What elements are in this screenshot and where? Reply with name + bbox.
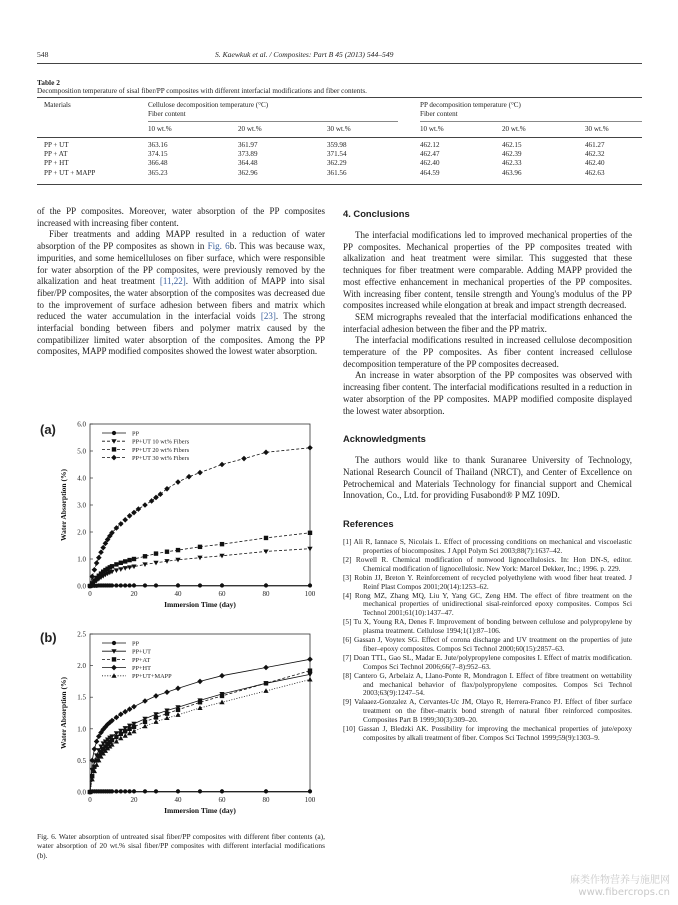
legend-label: PP+UT 10 wt% Fibers [132, 438, 190, 446]
y-axis-label: Water Absorption (%) [59, 469, 68, 541]
data-point [114, 583, 118, 587]
chart-a-water-absorption-fiber-content [52, 418, 322, 618]
table-cell-cellulose-temp: 366.48 [148, 159, 168, 168]
data-point [123, 729, 127, 733]
table-cell-cellulose-temp: 371.54 [327, 150, 347, 159]
data-point [127, 706, 133, 712]
table-cell-cellulose-temp: 365.23 [148, 168, 168, 177]
data-point [198, 700, 202, 704]
y-tick-label: 0.0 [77, 582, 86, 591]
series-pp [88, 789, 312, 794]
data-point [127, 727, 131, 731]
text-run: Fiber treatments and adding MAPP resulted in a reduction of water absorption of the PP composites as shown in [37, 229, 325, 252]
data-point [123, 733, 128, 738]
legend-label: PP [132, 430, 140, 438]
table-cell-pp-temp: 462.47 [420, 150, 440, 159]
chart-b-water-absorption-modification [52, 626, 322, 824]
data-point [154, 789, 158, 793]
y-tick-label: 4.0 [77, 474, 86, 483]
data-point [307, 656, 313, 662]
data-point [264, 536, 268, 540]
data-point [219, 462, 225, 468]
y-tick-label: 2.0 [77, 528, 86, 537]
table-header-fiber-content-2: Fiber content [420, 110, 458, 118]
paragraph: An increase in water absorption of the PP composites was observed with increasing fiber content. The interfacial modifications resulted in a reduction in water absorption of the PP composites. MAPP modified composite displayed the lowest water absorption. [343, 370, 632, 416]
table-level: 20 wt.% [238, 125, 262, 133]
text-run: . The strong interfacial bonding between fibers and polymer matrix caused by the compatibilizer limited water absorption of the composites. Among the PP composites, MAPP modified composites showed the lowest water absorption. [37, 311, 325, 357]
table-header-materials: Materials [44, 101, 71, 109]
reference-list [343, 538, 632, 743]
x-tick-label: 40 [174, 796, 182, 804]
table-caption: Decomposition temperature of sisal fiber/PP composites with different interfacial modifications and fiber contents. [37, 87, 367, 95]
data-point [219, 700, 224, 705]
data-point [263, 665, 269, 671]
x-tick-label: 40 [174, 590, 182, 598]
x-tick-label: 20 [130, 590, 138, 598]
legend-marker [111, 455, 117, 461]
y-tick-label: 1.5 [77, 693, 86, 702]
data-point [220, 542, 224, 546]
y-tick-label: 5.0 [77, 447, 86, 456]
panel-label-b: (b) [40, 630, 57, 645]
table-cell-pp-temp: 464.59 [420, 168, 440, 177]
x-tick-label: 100 [304, 796, 316, 804]
data-point [118, 711, 124, 717]
table-level: 20 wt.% [502, 125, 526, 133]
data-point [110, 583, 114, 587]
table-cell-cellulose-temp: 361.97 [238, 141, 258, 149]
panel-label-a: (a) [40, 422, 56, 437]
x-tick-label: 60 [218, 590, 226, 598]
data-point [176, 583, 180, 587]
data-point [176, 789, 180, 793]
data-point [98, 549, 104, 555]
y-tick-label: 0.5 [77, 756, 86, 765]
data-point [143, 720, 147, 724]
table-cell-cellulose-temp: 361.56 [327, 168, 347, 177]
data-point [119, 583, 123, 587]
table-cell-material: PP + UT + MAPP [44, 168, 96, 177]
data-point [114, 735, 118, 739]
section-heading-references: References [343, 518, 394, 530]
data-point [308, 789, 312, 793]
legend-marker [112, 447, 116, 451]
data-point [114, 562, 118, 566]
reference-item: [3] Robin JJ, Breton Y. Reinforcement of recycled polyethylene with wood fiber heat treated. J Reinf Plast Compos 2001;20(14):1253–62. [343, 572, 632, 591]
data-point [118, 567, 123, 572]
data-point [143, 789, 147, 793]
data-point [186, 474, 192, 480]
left-column-text [37, 206, 325, 358]
table-cell-pp-temp: 462.32 [585, 150, 605, 159]
paragraph: The authors would like to thank Suranaree University of Technology, National Research Council of Thailand (NRCT), and Center of Excellence on Petrochemical and Materials Technology for financial support and Chemical Innovation, Co., Ltd. for providing Fusabond® P MZ 109D. [343, 455, 632, 501]
table-cell-pp-temp: 463.96 [502, 168, 522, 177]
data-point [220, 789, 224, 793]
data-point [153, 719, 158, 724]
page-number: 548 [37, 50, 49, 59]
paragraph: The interfacial modifications resulted in increased cellulose decomposition temperature of the PP composites. As fiber content increased cellulose decomposition temperature of the PP composites decreased. [343, 335, 632, 369]
right-column-text [343, 208, 632, 743]
data-point [264, 789, 268, 793]
data-point [308, 668, 312, 672]
y-tick-label: 2.0 [77, 662, 86, 671]
watermark-line: www.fibercrops.cn [578, 887, 670, 898]
legend-label: PP [132, 640, 140, 648]
data-point [198, 545, 202, 549]
legend-label: PP+UT 30 wt% Fibers [132, 455, 190, 462]
figure-caption: Fig. 6. Water absorption of untreated sisal fiber/PP composites with different fiber contents (a), water absorption of 20 wt.% sisal fiber/PP composites with different interfacial modifications (b). [37, 832, 325, 860]
data-point [154, 551, 158, 555]
table-cell-cellulose-temp: 362.29 [327, 159, 347, 168]
data-point [197, 556, 202, 561]
table-cell-cellulose-temp: 363.16 [148, 141, 168, 149]
data-point [142, 562, 147, 567]
data-point [132, 789, 136, 793]
paragraph: The interfacial modifications led to improved mechanical properties of the PP composites. Mechanical properties of the PP composites treated with alkalization and heat treatment were similar. This suggested that these techniques for fiber treatment were comparable. Adding MAPP provided the most effective enhancement in mechanical properties of the PP composites. With increasing fiber content, tensile strength and Young's modulus of the PP composites increased while elongation at break and impact strength decreased. [343, 230, 632, 311]
paragraph [37, 229, 325, 358]
text-run: b. This was because wax, impurities, and some hemicelluloses on fiber surface, which were responsible for water absorption of the PP composites, were previously removed by the alkalization and heat treatment [37, 241, 325, 287]
data-point [142, 724, 147, 729]
data-point [110, 564, 114, 568]
x-tick-label: 0 [88, 796, 92, 804]
table-header-rule [37, 137, 642, 138]
data-point [94, 560, 100, 566]
series-pp-ut-10-wt-fibers [87, 547, 312, 589]
table-header-cellulose: Cellulose decomposition temperature (°C) [148, 101, 269, 109]
table-cell-material: PP + HT [44, 159, 69, 168]
data-point [154, 715, 158, 719]
table-header-fiber-content-1: Fiber content [148, 110, 186, 118]
section-heading-acknowledgments: Acknowledgments [343, 433, 426, 445]
paragraph: of the PP composites. Moreover, water absorption of the PP composites increased with increasing fiber content. [37, 206, 325, 228]
data-point [128, 583, 132, 587]
table-cell-cellulose-temp: 373.89 [238, 150, 258, 159]
x-tick-label: 0 [88, 590, 92, 598]
data-point [219, 673, 225, 679]
text-run: . With addition of MAPP into sisal fiber/PP composites, the water absorption of the composites was decreased due to the improvement of surface adhesion between fibers and matrix which reduced the water accumulation in the interfacial voids [37, 276, 325, 322]
data-point [132, 725, 136, 729]
data-point [165, 550, 169, 554]
data-point [122, 709, 128, 715]
data-point [197, 679, 203, 685]
y-tick-label: 6.0 [77, 420, 86, 429]
reference-item: [4] Rong MZ, Zhang MQ, Liu Y, Yang GC, Zeng HM. The effect of fibre treatment on the mechanical properties of unidirectional sisal-reinforced epoxy composites. Compos Sci Technol 2001;61(10):1437–47. [343, 590, 632, 618]
table-cell-cellulose-temp: 364.48 [238, 159, 258, 168]
data-point [176, 708, 180, 712]
table-cell-material: PP + UT [44, 141, 69, 149]
table-cell-cellulose-temp: 362.96 [238, 168, 258, 177]
series-pp [88, 583, 312, 588]
data-point [110, 789, 114, 793]
data-point [264, 681, 268, 685]
x-tick-label: 100 [304, 590, 316, 598]
x-tick-label: 80 [262, 590, 270, 598]
table-cell-pp-temp: 462.12 [420, 141, 440, 149]
data-point [143, 554, 147, 558]
running-title: S. Kaewkuk et al. / Composites: Part B 45 (2013) 544–549 [215, 50, 394, 59]
table-cell-pp-temp: 462.33 [502, 159, 522, 168]
data-point [241, 456, 247, 462]
legend-marker [112, 431, 116, 435]
table-cell-cellulose-temp: 374.15 [148, 150, 168, 159]
table-level: 10 wt.% [420, 125, 444, 133]
data-point [197, 470, 203, 476]
y-tick-label: 0.0 [77, 788, 86, 797]
data-point [264, 583, 268, 587]
data-point [142, 502, 148, 508]
table-cell-pp-temp: 462.63 [585, 168, 605, 177]
data-point [114, 715, 120, 721]
data-point [307, 677, 312, 682]
table-subrule-2 [420, 121, 642, 122]
data-point [110, 738, 114, 742]
section-heading-conclusions: 4. Conclusions [343, 208, 410, 219]
data-point [96, 555, 102, 561]
y-tick-label: 1.0 [77, 725, 86, 734]
data-point [132, 557, 136, 561]
legend-label: PP+UT+MAPP [132, 673, 172, 681]
watermark [570, 875, 670, 899]
data-point [122, 517, 128, 523]
reference-item: [2] Rowell R. Chemical modification of nonwood lignocellulosics. In: Hon DN-S, editor. Chemical modification of lignocellulosic. New York: Marcel Dekker, Inc.; 1996. p. 229. [343, 554, 632, 573]
legend-marker [111, 665, 117, 671]
table-top-rule [37, 97, 642, 98]
data-point [164, 689, 170, 695]
data-point [165, 711, 169, 715]
data-point [114, 568, 119, 573]
series-pp-ht [87, 656, 313, 794]
table-level: 30 wt.% [327, 125, 351, 133]
table-label: Table 2 [37, 78, 60, 87]
data-point [263, 450, 269, 456]
legend-label: PP+AT [132, 656, 151, 664]
reference-item: [9] Valaaez-Gonzalez A, Cervantes-Uc JM, Olayo R, Herrera-Franco PJ. Effect of fiber surface treatment on the fiber–matrix bond strength of natural fiber reinforced composites. Composites Part B 1999;30(3):309–20. [343, 697, 632, 725]
data-point [94, 739, 100, 745]
legend-marker [112, 641, 116, 645]
data-point [127, 513, 133, 519]
data-point [119, 561, 123, 565]
data-point [307, 445, 313, 451]
data-point [123, 566, 128, 571]
y-tick-label: 1.0 [77, 555, 86, 564]
data-point [307, 547, 312, 552]
data-point [123, 583, 127, 587]
x-axis-label: Immersion Time (day) [164, 806, 236, 815]
reference-item: [10] Gassan J, Bledzki AK. Possibility for improving the mechanical properties of jute/epoxy composites by alkali treatment of fiber. Compos Sci Technol 1999;59(9):1303–9. [343, 724, 632, 742]
header-rule [37, 63, 642, 64]
table-cell-pp-temp: 462.40 [585, 159, 605, 168]
table-cell-cellulose-temp: 359.98 [327, 141, 347, 149]
series-pp-ut-30-wt-fibers [87, 445, 313, 589]
data-point [175, 479, 181, 485]
data-point [127, 558, 131, 562]
data-point [119, 732, 123, 736]
data-point [131, 704, 137, 710]
data-point [153, 693, 159, 699]
table-cell-pp-temp: 462.40 [420, 159, 440, 168]
data-point [220, 583, 224, 587]
x-axis-label: Immersion Time (day) [164, 600, 236, 609]
x-tick-label: 80 [262, 796, 270, 804]
data-point [123, 559, 127, 563]
legend-label: PP+UT [132, 648, 151, 656]
reference-item: [8] Cantero G, Arbelaiz A, Llano-Ponte R, Mondragon I. Effect of fibre treatment on wettability and mechanical behavior of flax/polypropylene composites. Compos Sci Technol 2003;63(9):1247–54. [343, 670, 632, 698]
table-cell-pp-temp: 461.27 [585, 141, 605, 149]
figure-link[interactable]: Fig. 6 [207, 241, 230, 252]
y-tick-label: 2.5 [77, 630, 86, 639]
data-point [220, 694, 224, 698]
data-point [128, 789, 132, 793]
data-point [131, 729, 136, 734]
legend-label: PP+UT 20 wt% Fibers [132, 446, 190, 454]
legend-label: PP+HT [132, 665, 151, 672]
table-subrule-1 [148, 121, 398, 122]
table-level: 30 wt.% [585, 125, 609, 133]
legend-marker [112, 657, 116, 661]
data-point [92, 746, 98, 752]
y-axis-label: Water Absorption (%) [59, 677, 68, 749]
data-point [175, 686, 181, 692]
reference-item: [6] Gassan J, Voytex SG. Effect of corona discharge and UV treatment on the properties of jute fiber–epoxy composites. Compos Sci Technol 2000;60(15):2857–63. [343, 635, 632, 653]
data-point [92, 567, 98, 573]
table-cell-pp-temp: 462.39 [502, 150, 522, 159]
table-bottom-rule [37, 184, 642, 185]
table-cell-material: PP + AT [44, 150, 68, 159]
reference-item: [5] Tu X, Young RA, Denes F. Improvement of bonding between cellulose and polypropylene by plasma treatment. Cellulose 1994;1(1):87–106. [343, 617, 632, 636]
data-point [198, 789, 202, 793]
data-point [123, 789, 127, 793]
data-point [114, 789, 118, 793]
citation-link[interactable]: [11,22] [159, 276, 186, 287]
data-point [164, 715, 169, 720]
data-point [153, 561, 158, 566]
table-level: 10 wt.% [148, 125, 172, 133]
data-point [308, 531, 312, 535]
x-tick-label: 60 [218, 796, 226, 804]
data-point [142, 698, 148, 704]
reference-item: [1] Ali R, Iannace S, Nicolais L. Effect of processing conditions on mechanical and viscoelastic properties of biocomposites. J Appl Polym Sci 2003;88(7):1637–42. [343, 537, 632, 555]
data-point [114, 739, 119, 744]
data-point [143, 583, 147, 587]
y-tick-label: 3.0 [77, 501, 86, 510]
x-tick-label: 20 [130, 796, 138, 804]
data-point [118, 736, 123, 741]
data-point [119, 789, 123, 793]
series-line [90, 448, 310, 586]
data-point [176, 548, 180, 552]
data-point [198, 583, 202, 587]
citation-link[interactable]: [23] [260, 311, 276, 322]
data-point [263, 688, 268, 693]
data-point [154, 583, 158, 587]
reference-item: [7] Doan TTL, Gao SL, Madar E. Jute/polypropylene composites I. Effect of matrix modification. Compos Sci Technol 2006;66(7–8):952–63. [343, 652, 632, 671]
watermark-line: 麻类作物营养与施肥网 [570, 875, 670, 886]
table-header-pp: PP decomposition temperature (°C) [420, 101, 521, 109]
data-point [308, 583, 312, 587]
table-cell-pp-temp: 462.15 [502, 141, 522, 149]
data-point [132, 583, 136, 587]
paragraph: SEM micrographs revealed that the interfacial modifications enhanced the interfacial adhesion between the fiber and the PP matrix. [343, 311, 632, 334]
data-point [127, 731, 132, 736]
